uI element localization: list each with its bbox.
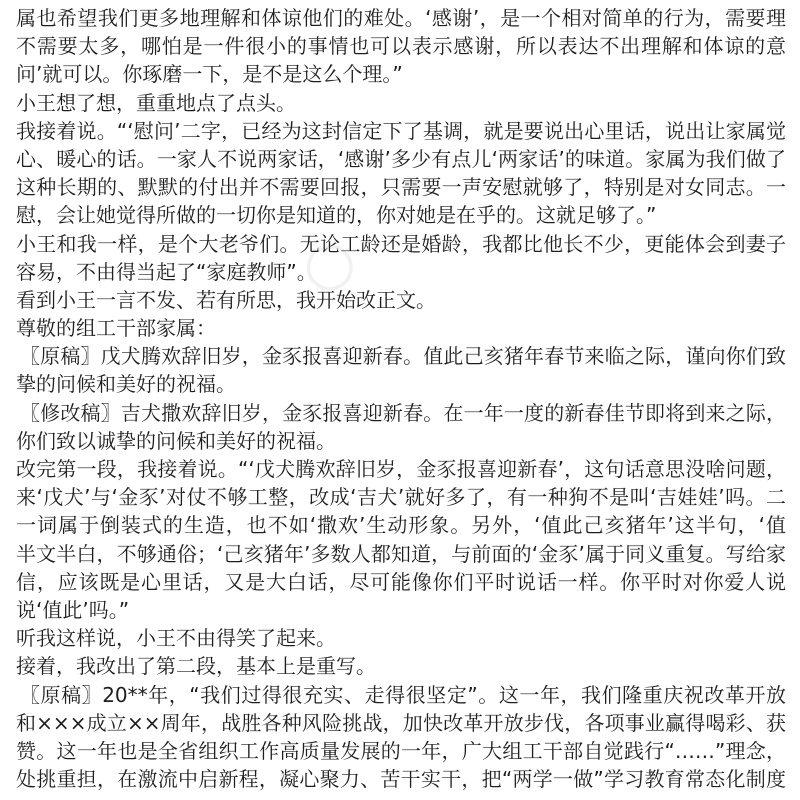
text-line: 心、暖心的话。一家人不说两家话，‘感谢’多少有点儿‘两家话’的味道。家属为我们做了 [16, 146, 786, 171]
text-line: 不需要太多，哪怕是一件很小的事情也可以表示感谢，所以表达不出理解和体谅的意 [16, 34, 786, 59]
text-line: 〖修改稿〗吉犬撒欢辞旧岁，金豕报喜迎新春。在一年一度的新春佳节即将到来之际， [20, 400, 786, 425]
text-line: 听我这样说，小王不由得笑了起来。 [16, 626, 336, 651]
text-line: 我接着说。“‘慰问’二字，已经为这封信定下了基调，就是要说出心里话，说出让家属觉 [16, 118, 786, 143]
text-line: 你们致以诚挚的问候和美好的祝福。 [16, 428, 336, 453]
text-line: 赞。这一年也是全省组织工作高质量发展的一年，广大组工干部自觉践行“……”理念， [16, 738, 786, 763]
text-line: 信，应该既是心里话，又是大白话，尽可能像你们平时说话一样。你平时对你爱人说 [16, 569, 786, 594]
text-line: 〖原稿〗20**年，“我们过得很充实、走得很坚定”。这一年，我们隆重庆祝改革开放 [20, 682, 786, 707]
text-line: 挚的问候和美好的祝福。 [16, 372, 236, 397]
text-line: 小王和我一样，是个大老爷们。无论工龄还是婚龄，我都比他长不少，更能体会到妻子 [16, 231, 786, 256]
text-line: 〖原稿〗戊犬腾欢辞旧岁，金豕报喜迎新春。值此己亥猪年春节来临之际，谨向你们致 [20, 344, 786, 369]
document-body [16, 4, 786, 793]
text-line: 来‘戊犬’与‘金豕’对仗不够工整，改成‘吉犬’就好多了，有一种狗不是叫‘吉娃娃’吗。二 [16, 485, 786, 510]
watermark: ○ [282, 223, 370, 307]
text-line: 看到小王一言不发、若有所思，我开始改正文。 [16, 287, 436, 312]
text-line: 容易，不由得当起了“家庭教师”。 [16, 259, 317, 284]
text-line: 处挑重担，在激流中启新程，凝心聚力、苦干实干，把“两学一做”学习教育常态化制度 [16, 767, 786, 792]
text-line: 接着，我改出了第二段，基本上是重写。 [16, 654, 376, 679]
text-line: 改完第一段，我接着说。“‘戊犬腾欢辞旧岁，金豕报喜迎新春’，这句话意思没啥问题， [16, 457, 786, 481]
text-line: 属也希望我们更多地理解和体谅他们的难处。‘感谢’，是一个相对简单的行为，需要理 [16, 6, 786, 30]
text-line: 一词属于倒装式的生造，也不如‘撒欢’生动形象。另外，‘值此己亥猪年’这半句，‘值 [16, 513, 786, 538]
text-line: 半文半白，不够通俗；‘己亥猪年’多数人都知道，与前面的‘金豕’属于同义重复。写给家 [16, 541, 786, 566]
text-line: 和×××成立××周年，战胜各种风险挑战，加快改革开放步伐，各项事业赢得喝彩、获 [16, 710, 786, 735]
text-line: 小王想了想，重重地点了点头。 [16, 90, 296, 115]
text-line: 问’就可以。你琢磨一下，是不是这么个理。” [16, 62, 403, 87]
text-line: 说‘值此’吗。” [16, 597, 130, 622]
text-line: 这种长期的、默默的付出并不需要回报，只需要一声安慰就够了，特别是对女同志。一 [16, 175, 786, 200]
text-line: 慰，会让她觉得所做的一切你是知道的，你对她是在乎的。这就足够了。” [16, 203, 657, 228]
text-line: 尊敬的组工干部家属： [16, 316, 216, 341]
